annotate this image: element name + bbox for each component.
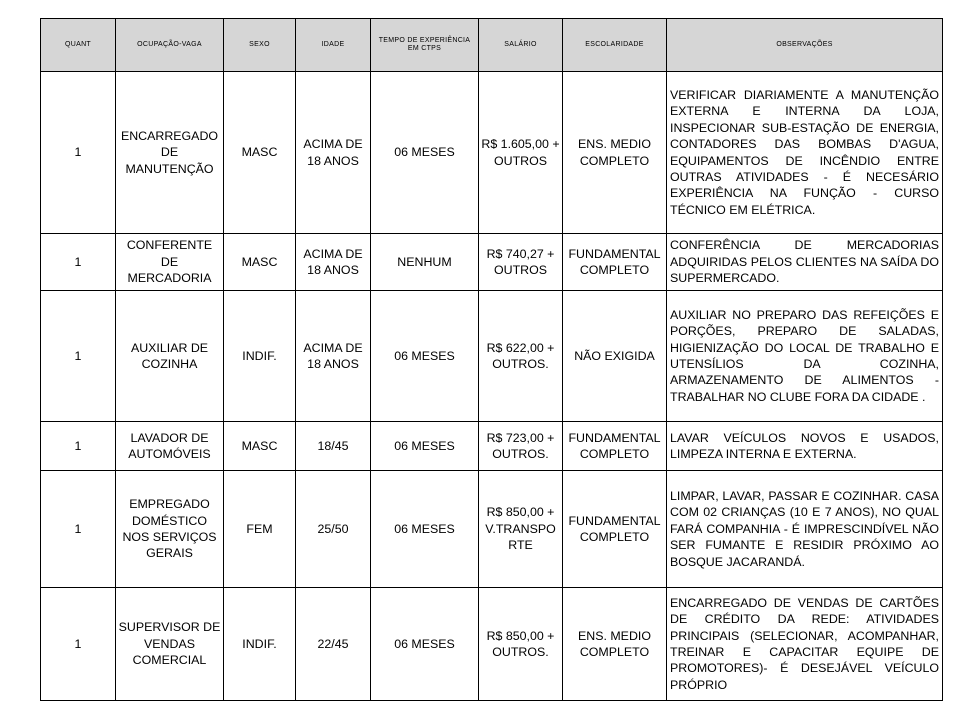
cell-salario: R$ 850,00 + OUTROS. <box>479 588 563 701</box>
cell-salario: R$ 723,00 + OUTROS. <box>479 422 563 471</box>
cell-sexo: INDIF. <box>224 588 296 701</box>
cell-idade: 18/45 <box>296 422 371 471</box>
cell-idade: 22/45 <box>296 588 371 701</box>
cell-tempo: 06 MESES <box>371 72 479 234</box>
cell-idade: ACIMA DE 18 ANOS <box>296 72 371 234</box>
cell-observacoes: LAVAR VEÍCULOS NOVOS E USADOS, LIMPEZA INTERNA E EXTERNA. <box>667 422 943 471</box>
header-sexo: SEXO <box>224 19 296 72</box>
table-row <box>41 72 943 234</box>
header-ocupacao: OCUPAÇÃO-VAGA <box>116 19 224 72</box>
cell-sexo: INDIF. <box>224 291 296 422</box>
cell-idade: ACIMA DE 18 ANOS <box>296 291 371 422</box>
header-escolaridade: ESCOLARIDADE <box>563 19 667 72</box>
cell-quant: 1 <box>41 422 116 471</box>
cell-salario: R$ 622,00 + OUTROS. <box>479 291 563 422</box>
cell-observacoes: ENCARREGADO DE VENDAS DE CARTÕES DE CRÉDITO DA REDE: ATIVIDADES PRINCIPAIS (SELECIONAR, ACOMPANHAR, TREINAR E CAPACITAR EQUIPE DE PROMOTORES)- É DESEJÁVEL VEÍCULO PRÓPRIO <box>667 588 943 701</box>
cell-quant: 1 <box>41 291 116 422</box>
cell-observacoes: LIMPAR, LAVAR, PASSAR E COZINHAR. CASA COM 02 CRIANÇAS (10 E 7 ANOS), NO QUAL FARÁ COMPANHIA - É IMPRESCINDÍVEL NÃO SER FUMANTE E RESIDIR PRÓXIMO AO BOSQUE JACARANDÁ. <box>667 471 943 588</box>
cell-escolaridade: FUNDAMENTAL COMPLETO <box>563 471 667 588</box>
cell-ocupacao: ENCARREGADO DE MANUTENÇÃO <box>116 72 224 234</box>
cell-tempo: 06 MESES <box>371 588 479 701</box>
table-row <box>41 471 943 588</box>
cell-ocupacao: CONFERENTE DE MERCADORIA <box>116 234 224 291</box>
cell-escolaridade: ENS. MEDIO COMPLETO <box>563 588 667 701</box>
cell-quant: 1 <box>41 588 116 701</box>
cell-sexo: FEM <box>224 471 296 588</box>
cell-sexo: MASC <box>224 422 296 471</box>
vacancies-table <box>40 18 943 701</box>
cell-tempo: NENHUM <box>371 234 479 291</box>
job-vacancies-sheet <box>40 18 942 701</box>
cell-escolaridade: ENS. MEDIO COMPLETO <box>563 72 667 234</box>
table-row <box>41 422 943 471</box>
header-observacoes: OBSERVAÇÕES <box>667 19 943 72</box>
header-row <box>41 19 943 72</box>
cell-ocupacao: AUXILIAR DE COZINHA <box>116 291 224 422</box>
cell-tempo: 06 MESES <box>371 471 479 588</box>
header-tempo: TEMPO DE EXPERIÊNCIA EM CTPS <box>371 19 479 72</box>
cell-tempo: 06 MESES <box>371 291 479 422</box>
header-quant: QUANT <box>41 19 116 72</box>
table-row <box>41 291 943 422</box>
cell-observacoes: AUXILIAR NO PREPARO DAS REFEIÇÕES E PORÇÕES, PREPARO DE SALADAS, HIGIENIZAÇÃO DO LOCAL DE TRABALHO E UTENSÍLIOS DA COZINHA, ARMAZENAMENTO DE ALIMENTOS - TRABALHAR NO CLUBE FORA DA CIDADE . <box>667 291 943 422</box>
table-row <box>41 234 943 291</box>
table-row <box>41 588 943 701</box>
cell-idade: ACIMA DE 18 ANOS <box>296 234 371 291</box>
cell-observacoes: CONFERÊNCIA DE MERCADORIAS ADQUIRIDAS PELOS CLIENTES NA SAÍDA DO SUPERMERCADO. <box>667 234 943 291</box>
cell-salario: R$ 1.605,00 + OUTROS <box>479 72 563 234</box>
cell-quant: 1 <box>41 234 116 291</box>
cell-sexo: MASC <box>224 234 296 291</box>
cell-quant: 1 <box>41 72 116 234</box>
cell-escolaridade: FUNDAMENTAL COMPLETO <box>563 234 667 291</box>
cell-tempo: 06 MESES <box>371 422 479 471</box>
cell-idade: 25/50 <box>296 471 371 588</box>
cell-escolaridade: FUNDAMENTAL COMPLETO <box>563 422 667 471</box>
cell-quant: 1 <box>41 471 116 588</box>
cell-salario: R$ 850,00 + V.TRANSPORTE <box>479 471 563 588</box>
cell-salario: R$ 740,27 + OUTROS <box>479 234 563 291</box>
cell-ocupacao: LAVADOR DE AUTOMÓVEIS <box>116 422 224 471</box>
header-salario: SALÁRIO <box>479 19 563 72</box>
cell-sexo: MASC <box>224 72 296 234</box>
cell-observacoes: VERIFICAR DIARIAMENTE A MANUTENÇÃO EXTERNA E INTERNA DA LOJA, INSPECIONAR SUB-ESTAÇÃO DE ENERGIA, CONTADORES DAS BOMBAS D'AGUA, EQUIPAMENTOS DE INCÊNDIO ENTRE OUTRAS ATIVIDADES - É NECESÁRIO EXPERIÊNCIA NA FUNÇÃO - CURSO TÉCNICO EM ELÉTRICA. <box>667 72 943 234</box>
cell-ocupacao: EMPREGADO DOMÉSTICO NOS SERVIÇOS GERAIS <box>116 471 224 588</box>
cell-ocupacao: SUPERVISOR DE VENDAS COMERCIAL <box>116 588 224 701</box>
header-idade: IDADE <box>296 19 371 72</box>
cell-escolaridade: NÃO EXIGIDA <box>563 291 667 422</box>
